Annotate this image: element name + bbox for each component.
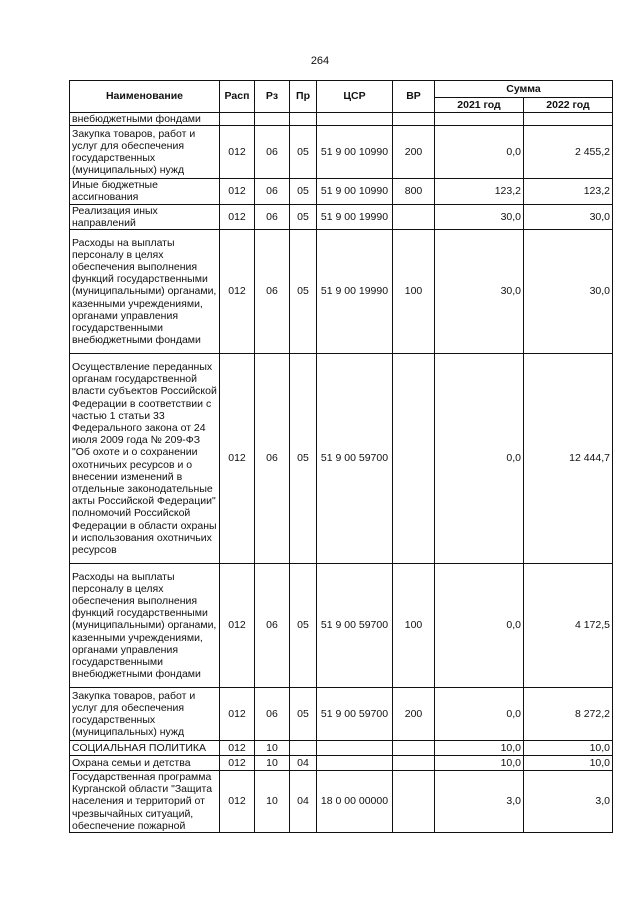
row-2022: 8 272,2: [524, 688, 613, 741]
row-csr: 18 0 00 00000: [317, 771, 393, 833]
row-pr: [290, 741, 317, 756]
row-name: Осуществление переданных органам государственной власти субъектов Российской Федерации в соответствии с частью 1 статьи 33 Федерального закона от 24 июля 2009 года № 209-ФЗ "Об охоте и о сохранении охотничьих ресурсов и о внесении изменений в отдельные законодательные акты Российской Федерации" полномочий Российской Федерации в области охраны и использования охотничьих ресурсов: [70, 354, 220, 564]
row-2021: 30,0: [435, 204, 524, 229]
row-csr: 51 9 00 19990: [317, 230, 393, 354]
row-csr: 51 9 00 59700: [317, 354, 393, 564]
table-row: [70, 126, 613, 179]
row-rz: 10: [255, 756, 290, 771]
row-2022: 10,0: [524, 741, 613, 756]
row-pr: [290, 113, 317, 126]
row-rz: [255, 113, 290, 126]
row-2022: 123,2: [524, 179, 613, 204]
row-2021: 0,0: [435, 354, 524, 564]
row-rasp: 012: [220, 179, 255, 204]
row-vr: [393, 771, 435, 833]
row-vr: 200: [393, 688, 435, 741]
table-row: [70, 741, 613, 756]
row-vr: [393, 113, 435, 126]
row-2021: 0,0: [435, 126, 524, 179]
row-2021: 0,0: [435, 688, 524, 741]
row-vr: 800: [393, 179, 435, 204]
row-name: Охрана семьи и детства: [70, 756, 220, 771]
row-name: Расходы на выплаты персоналу в целях обеспечения выполнения функций государственными (муниципальными) органами, казенными учреждениями, органами управления государственными внебюджетными фондами: [70, 564, 220, 688]
table-row: [70, 230, 613, 354]
row-2021: [435, 113, 524, 126]
row-name: Расходы на выплаты персоналу в целях обеспечения выполнения функций государственными (муниципальными) органами, казенными учреждениями, органами управления государственными внебюджетными фондами: [70, 230, 220, 354]
row-rasp: 012: [220, 204, 255, 229]
row-pr: 04: [290, 756, 317, 771]
row-csr: 51 9 00 59700: [317, 688, 393, 741]
row-2022: 2 455,2: [524, 126, 613, 179]
row-rasp: 012: [220, 126, 255, 179]
row-rasp: 012: [220, 564, 255, 688]
row-rz: 06: [255, 204, 290, 229]
row-pr: 05: [290, 688, 317, 741]
row-csr: 51 9 00 10990: [317, 179, 393, 204]
row-name: Закупка товаров, работ и услуг для обеспечения государственных (муниципальных) нужд: [70, 688, 220, 741]
header-vr: ВР: [393, 81, 435, 113]
header-csr: ЦСР: [317, 81, 393, 113]
row-pr: 04: [290, 771, 317, 833]
row-rz: 06: [255, 179, 290, 204]
row-rasp: 012: [220, 230, 255, 354]
row-2022: 3,0: [524, 771, 613, 833]
row-pr: 05: [290, 354, 317, 564]
header-sum: Сумма: [435, 81, 613, 98]
row-2021: 3,0: [435, 771, 524, 833]
row-rasp: 012: [220, 771, 255, 833]
row-2022: [524, 113, 613, 126]
row-2021: 30,0: [435, 230, 524, 354]
row-2022: 4 172,5: [524, 564, 613, 688]
table-row: [70, 771, 613, 833]
header-pr: Пр: [290, 81, 317, 113]
row-csr: 51 9 00 59700: [317, 564, 393, 688]
row-vr: 100: [393, 230, 435, 354]
header-name: Наименование: [70, 81, 220, 113]
row-pr: 05: [290, 204, 317, 229]
table-row: [70, 179, 613, 204]
table-row: [70, 756, 613, 771]
row-name: Закупка товаров, работ и услуг для обеспечения государственных (муниципальных) нужд: [70, 126, 220, 179]
row-2022: 10,0: [524, 756, 613, 771]
row-rasp: 012: [220, 756, 255, 771]
page-number: 264: [310, 55, 330, 67]
row-rasp: [220, 113, 255, 126]
header-rasp: Расп: [220, 81, 255, 113]
table-row: [70, 204, 613, 229]
row-name: внебюджетными фондами: [70, 113, 220, 126]
row-pr: 05: [290, 564, 317, 688]
table-row: [70, 564, 613, 688]
row-vr: 100: [393, 564, 435, 688]
row-rz: 06: [255, 230, 290, 354]
row-rasp: 012: [220, 354, 255, 564]
row-csr: 51 9 00 10990: [317, 126, 393, 179]
row-rz: 10: [255, 771, 290, 833]
row-name: СОЦИАЛЬНАЯ ПОЛИТИКА: [70, 741, 220, 756]
table-row: [70, 688, 613, 741]
row-rz: 06: [255, 354, 290, 564]
row-2022: 12 444,7: [524, 354, 613, 564]
row-pr: 05: [290, 230, 317, 354]
row-csr: [317, 741, 393, 756]
row-csr: [317, 756, 393, 771]
row-2022: 30,0: [524, 230, 613, 354]
row-pr: 05: [290, 179, 317, 204]
row-2021: 10,0: [435, 741, 524, 756]
table-row: [70, 354, 613, 564]
row-name: Реализация иных направлений: [70, 204, 220, 229]
row-vr: [393, 204, 435, 229]
row-2021: 0,0: [435, 564, 524, 688]
row-vr: [393, 741, 435, 756]
header-2022: 2022 год: [524, 98, 613, 113]
header-2021: 2021 год: [435, 98, 524, 113]
row-rasp: 012: [220, 741, 255, 756]
row-rz: 06: [255, 126, 290, 179]
row-2021: 123,2: [435, 179, 524, 204]
row-vr: [393, 756, 435, 771]
row-csr: 51 9 00 19990: [317, 204, 393, 229]
row-rz: 10: [255, 741, 290, 756]
row-2021: 10,0: [435, 756, 524, 771]
row-name: Государственная программа Курганской области "Защита населения и территорий от чрезвычайных ситуаций, обеспечение пожарной: [70, 771, 220, 833]
row-rz: 06: [255, 688, 290, 741]
row-2022: 30,0: [524, 204, 613, 229]
header-rz: Рз: [255, 81, 290, 113]
table-row: [70, 113, 613, 126]
row-pr: 05: [290, 126, 317, 179]
row-rz: 06: [255, 564, 290, 688]
row-vr: [393, 354, 435, 564]
row-csr: [317, 113, 393, 126]
row-name: Иные бюджетные ассигнования: [70, 179, 220, 204]
budget-table: [69, 80, 613, 833]
row-rasp: 012: [220, 688, 255, 741]
row-vr: 200: [393, 126, 435, 179]
